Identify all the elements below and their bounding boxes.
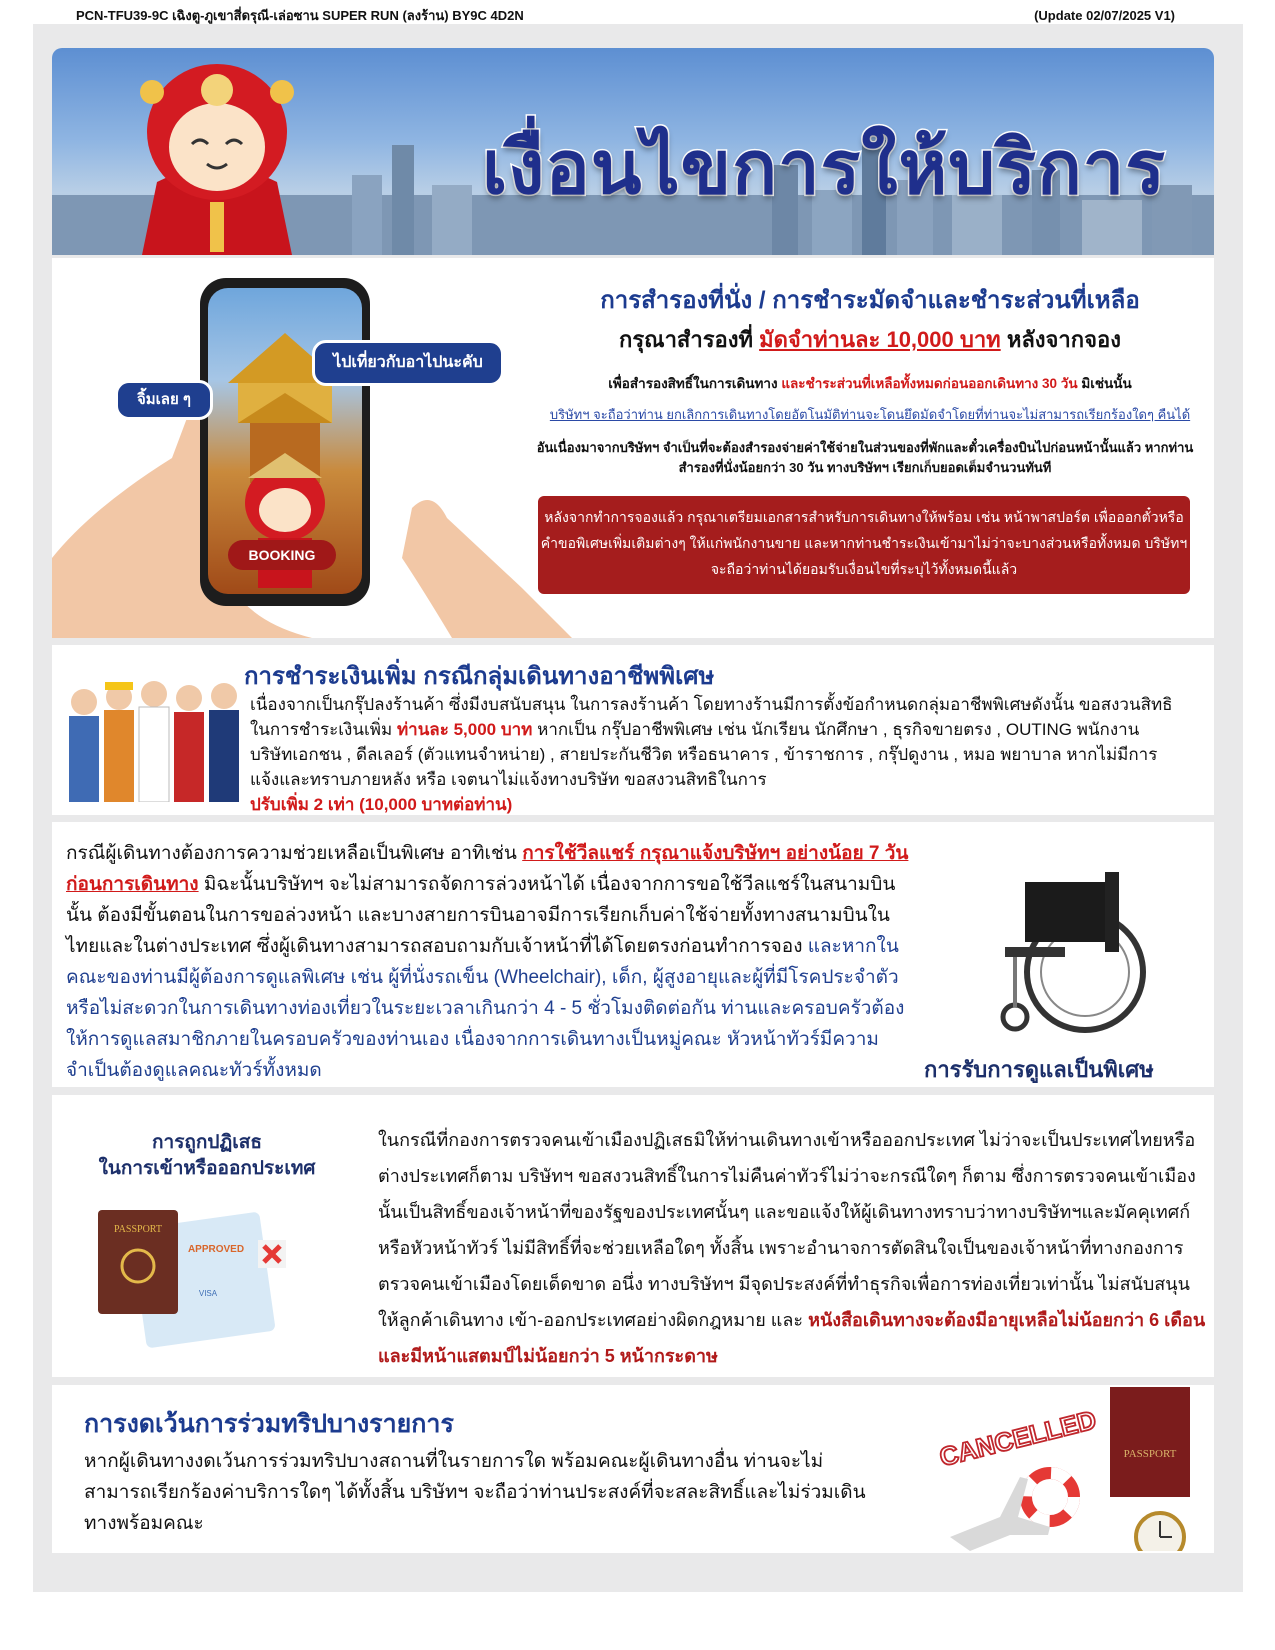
booking-deposit-line xyxy=(540,322,1200,357)
passport-label-2: PASSPORT xyxy=(1123,1448,1177,1460)
deposit-prefix: กรุณาสำรองที่ xyxy=(619,327,753,352)
wheelchair-image xyxy=(985,852,1185,1037)
special-care-text-blue: และหากในคณะของท่านมีผู้ต้องการดูแลพิเศษ เช่น ผู้ที่นั่งรถเข็น (Wheelchair), เด็ก, ผู้สูงอายุและผู้ที่มีโรคประจำตัว หรือไม่สะดวกในการเดินทางท่องเที่ยวในระยะเวลาเกินกว่า 4 - 5 ชั่วโมงติดต่อกัน ท่านและครอบครัวต้องให้การดูแลสมาชิกภายในครอบครัวของท่านเอง เนื่องจากการเดินทางเป็นหมู่คณะ หัวหน้าทัวร์มีความจำเป็นต้องดูแลคณะทัวร์ทั้งหมด xyxy=(66,936,905,1081)
document-preparation-box: หลังจากทำการจองแล้ว กรุณาเตรียมเอกสารสำหรับการเดินทางให้พร้อม เช่น หน้าพาสปอร์ต เพื่อออกตั๋วหรือคำขอพิเศษเพิ่มเติมต่างๆ ให้แก่พนักงานขาย และหากท่านชำระเงินเข้ามาไม่ว่าจะบางส่วนหรือทั้งหมด บริษัทฯ จะถือว่าท่านได้ยอมรับเงื่อนไขที่ระบุไว้ทั้งหมดนี้แล้ว xyxy=(538,496,1190,594)
wheelchair-notice: การใช้วีลแชร์ กรุณาแจ้งบริษัทฯ อย่างน้อย 7 วันก่อนการเดินทาง xyxy=(66,843,909,895)
immigration-text xyxy=(378,1122,1208,1374)
document-header xyxy=(76,4,1175,26)
extra-payment-title: การชำระเงินเพิ่ม กรณีกลุ่มเดินทางอาชีพพิเศษ xyxy=(244,663,715,690)
passport-validity-notice: หนังสือเดินทางจะต้องมีอายุเหลือไม่น้อยกว่า 6 เดือนและมีหน้าแสตมป์ไม่น้อยกว่า 5 หน้ากระดาษ xyxy=(378,1310,1206,1366)
approved-stamp: APPROVED xyxy=(187,1244,245,1255)
dragon-mascot-image xyxy=(112,52,322,255)
passport-label: PASSPORT xyxy=(114,1224,162,1235)
visa-label: VISA xyxy=(198,1289,218,1298)
prepayment-reason: อันเนื่องมาจากบริษัทฯ จำเป็นที่จะต้องสำรองจ่ายค่าใช้จ่ายในส่วนของที่พักและตั๋วเครื่องบินไปก่อนหน้านั้นแล้ว หากท่านสำรองที่นั่งน้อยกว่า 30 วัน ทางบริษัทฯ เรียกเก็บยอดเต็มจำนวนทันที xyxy=(536,440,1194,475)
booking-title: การสำรองที่นั่ง / การชำระมัดจำและชำระส่วนที่เหลือ xyxy=(600,287,1140,314)
occupation-people-image xyxy=(64,672,244,802)
extra-payment-text-a: เนื่องจากเป็นกรุ๊ปลงร้านค้า ซึ่งมีงบสนับสนุน ในการลงร้านค้า โดยทางร้านมีการตั้งข้อกำหนดกลุ่มอาชีพพิเศษดังนั้น ขอสงวนสิทธิในการชำระเงินเพิ่ม xyxy=(250,695,1173,739)
deadline-b: และชำระส่วนที่เหลือทั้งหมดก่อนออกเดินทาง 30 วัน xyxy=(781,376,1078,391)
cancelled-stamp: CANCELLED xyxy=(936,1404,1100,1473)
update-stamp: (Update 02/07/2025 V1) xyxy=(1034,7,1175,23)
deposit-suffix: หลังจากจอง xyxy=(1006,327,1121,352)
extra-payment-amount: ท่านละ 5,000 บาท xyxy=(396,720,533,739)
extra-payment-text-b: หากเป็น กรุ๊ปอาชีพพิเศษ เช่น นักเรียน นักศึกษา , ธุรกิจขายตรง , OUTING พนักงานบริษัทเอกชน , ดีลเลอร์ (ตัวแทนจำหน่าย) , สายประกันชีวิต หรือธนาคาร , ข้าราชการ , กรุ๊ปดูงาน , หมอ พยาบาล หากไม่มีการแจ้งและทราบภายหลัง หรือ เจตนาไม่แจ้งทางบริษัท ขอสงวนสิทธิในการ xyxy=(250,720,1158,789)
skip-trip-title: การงดเว้นการร่วมทริปบางรายการ xyxy=(84,1410,454,1438)
special-care-text-a: กรณีผู้เดินทางต้องการความช่วยเหลือเป็นพิเศษ อาทิเช่น xyxy=(66,843,517,864)
immigration-title-2: ในการเข้าหรือออกประเทศ xyxy=(98,1158,316,1179)
deadline-a: เพื่อสำรองสิทธิ์ในการเดินทาง xyxy=(608,376,778,391)
extra-payment-penalty: ปรับเพิ่ม 2 เท่า (10,000 บาทต่อท่าน) xyxy=(250,795,513,814)
booking-button[interactable]: BOOKING xyxy=(228,540,336,570)
immigration-title-1: การถูกปฏิเสธ xyxy=(152,1132,262,1153)
passport-approved-image xyxy=(98,1200,288,1350)
special-care-text xyxy=(66,838,916,1086)
skip-trip-text: หากผู้เดินทางงดเว้นการร่วมทริปบางสถานที่ในรายการใด พร้อมคณะผู้เดินทางอื่น ท่านจะไม่สามารถเรียกร้องค่าบริการใดๆ ได้ทั้งสิ้น บริษัทฯ จะถือว่าท่านประสงค์ที่จะสละสิทธิ์และไม่ร่วมเดินทางพร้อมคณะ xyxy=(84,1451,866,1534)
special-care-text-b: มิฉะนั้นบริษัทฯ จะไม่สามารถจัดการล่วงหน้าได้ เนื่องจากการขอใช้วีลแชร์ในสนามบินนั้น ต้องมีขั้นตอนในการขอล่วงหน้า และบางสายการบินอาจมีการเรียกเก็บค่าใช้จ่ายทั้งทางสนามบินในไทยและในต่างประเทศ ซึ่งผู้เดินทางสามารถสอบถามกับเจ้าหน้าที่ได้โดยตรงก่อนทำการจอง xyxy=(66,874,896,957)
cancellation-notice: บริษัทฯ จะถือว่าท่าน ยกเลิกการเดินทางโดยอัตโนมัติท่านจะโดนยึดมัดจำโดยที่ท่านจะไม่สามารถเรียกร้องใดๆ คืนได้ xyxy=(549,407,1191,422)
immigration-title xyxy=(82,1130,332,1182)
cancelled-travel-image xyxy=(930,1387,1200,1551)
deposit-amount: มัดจำท่านละ 10,000 บาท xyxy=(759,327,1001,352)
doc-code: PCN-TFU39-9C เฉิงตู-ภูเขาสี่ดรุณี-เล่อซาน SUPER RUN (ลงร้าน) BY9C 4D2N xyxy=(76,7,524,23)
special-care-caption: การรับการดูแลเป็นพิเศษ xyxy=(924,1057,1154,1082)
banner-title: เงื่อนไขการให้บริการ xyxy=(482,125,1167,211)
immigration-text-body: ในกรณีที่กองการตรวจคนเข้าเมืองปฏิเสธมิให้ท่านเดินทางเข้าหรือออกประเทศ ไม่ว่าจะเป็นประเทศไทยหรือต่างประเทศก็ตาม บริษัทฯ ขอสงวนสิทธิ์ในการไม่คืนค่าทัวร์ไม่ว่าจะกรณีใดๆ ก็ตาม ซึ่งการตรวจคนเข้าเมืองนั้นเป็นสิทธิ์ของเจ้าหน้าที่ของรัฐของประเทศนั้นๆ และขอแจ้งให้ผู้เดินทางทราบว่าทางบริษัทฯและมัคคุเทศก์หรือหัวหน้าทัวร์ ไม่มีสิทธิ์ที่จะช่วยเหลือใดๆ ทั้งสิ้น เพราะอำนาจการตัดสินใจเป็นของเจ้าหน้าที่ทางกองการตรวจคนเข้าเมืองโดยเด็ดขาด อนึ่ง ทางบริษัทฯ มีจุดประสงค์ที่ทำธุรกิจเพื่อการท่องเที่ยวเท่านั้น ไม่สนับสนุนให้ลูกค้าเดินทาง เข้า-ออกประเทศอย่างผิดกฎหมาย และ xyxy=(378,1130,1196,1330)
speech-bubble-travel: ไปเที่ยวกับอาไปนะคับ xyxy=(312,340,504,386)
speech-bubble-tap: จิ้มเลย ๆ xyxy=(115,380,213,420)
deadline-c: มิเช่นนั้น xyxy=(1081,376,1132,391)
booking-deadline-line xyxy=(540,372,1200,394)
banner xyxy=(52,48,1214,255)
extra-payment-text xyxy=(250,692,1180,792)
